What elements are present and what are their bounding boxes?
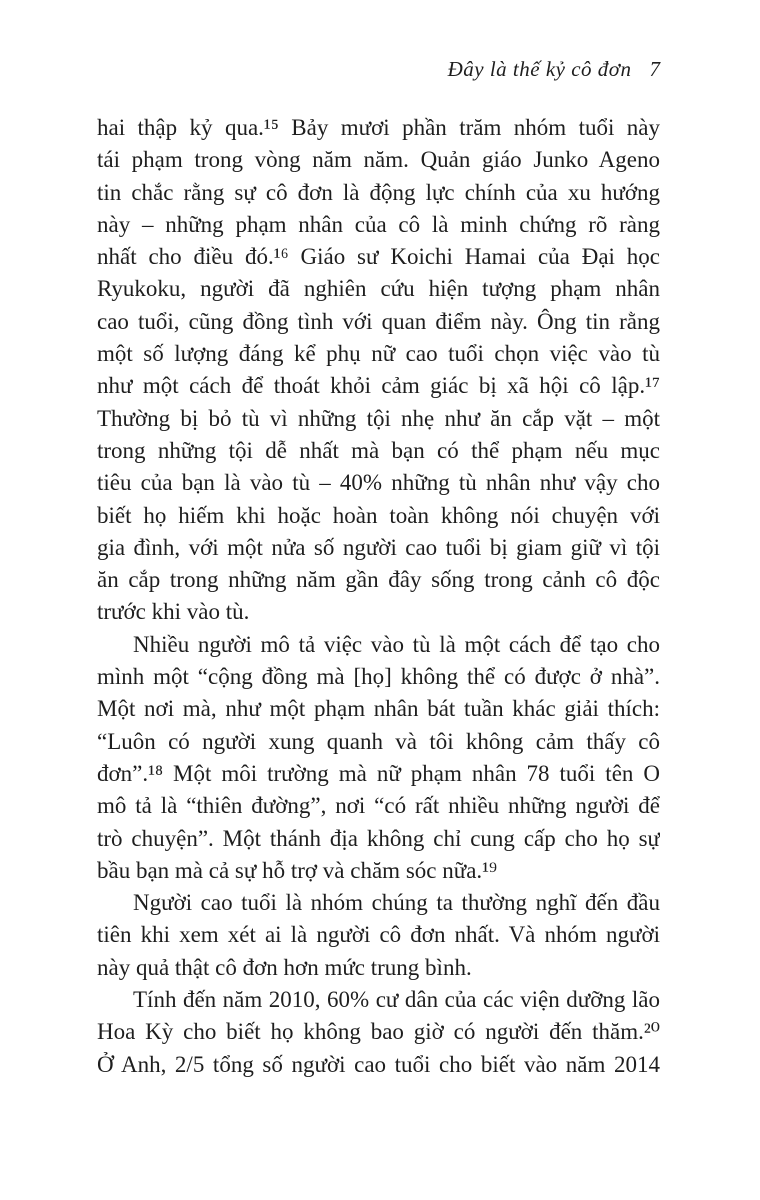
text-line: bầu bạn mà cả sự hỗ trợ và chăm sóc nữa.¹⁹ — [97, 857, 498, 883]
text-line: Hoa Kỳ cho biết họ không bao giờ có người đến thăm.²⁰ — [97, 1019, 660, 1045]
page-number: 7 — [649, 57, 660, 81]
text-line: tiêu của bạn là vào tù – 40% những tù nhân như vậy cho — [97, 470, 660, 496]
text-line: trò chuyện”. Một thánh địa không chỉ cung cấp cho họ sự — [97, 825, 660, 851]
text-line: tiên khi xem xét ai là người cô đơn nhất. Và nhóm người — [97, 922, 660, 948]
text-line: trong những tội dễ nhất mà bạn có thể phạm nếu mục — [97, 437, 660, 463]
text-line: biết họ hiếm khi hoặc hoàn toàn không nói chuyện với — [97, 502, 660, 528]
text-line: Một nơi mà, như một phạm nhân bát tuần khác giải thích: — [97, 696, 660, 722]
text-line: nhất cho điều đó.¹⁶ Giáo sư Koichi Hamai của Đại học — [97, 244, 660, 270]
text-line: tin chắc rằng sự cô đơn là động lực chính của xu hướng — [97, 179, 660, 205]
text-line: cao tuổi, cũng đồng tình với quan điểm này. Ông tin rằng — [97, 308, 660, 334]
text-line: như một cách để thoát khỏi cảm giác bị xã hội cô lập.¹⁷ — [97, 373, 660, 399]
text-line: hai thập kỷ qua.¹⁵ Bảy mươi phần trăm nhóm tuổi này — [97, 115, 660, 140]
text-line: ăn cắp trong những năm gần đây sống trong cảnh cô độc — [97, 567, 660, 593]
text-line: Người cao tuổi là nhóm chúng ta thường nghĩ đến đầu — [133, 890, 660, 916]
paragraph — [97, 984, 660, 1081]
running-header — [97, 57, 660, 81]
body-text — [97, 112, 660, 1081]
text-line: Thường bị bỏ tù vì những tội nhẹ như ăn cắp vặt – một — [97, 405, 660, 431]
paragraph — [97, 629, 660, 887]
running-title: Đây là thế kỷ cô đơn — [447, 57, 632, 81]
paragraph — [97, 887, 660, 984]
text-line: một số lượng đáng kể phụ nữ cao tuổi chọn việc vào tù — [97, 341, 660, 367]
text-line: mình một “cộng đồng mà [họ] không thể có được ở nhà”. — [97, 664, 660, 690]
text-line: này quả thật cô đơn hơn mức trung bình. — [97, 954, 472, 980]
text-line: tái phạm trong vòng năm năm. Quản giáo Junko Ageno — [97, 147, 660, 173]
text-line: đơn”.¹⁸ Một môi trường mà nữ phạm nhân 78 tuổi tên O — [97, 760, 660, 786]
text-line: “Luôn có người xung quanh và tôi không cảm thấy cô — [97, 728, 660, 754]
text-line: Tính đến năm 2010, 60% cư dân của các viện dưỡng lão — [133, 987, 660, 1013]
paragraph — [97, 112, 660, 629]
text-line: Ryukoku, người đã nghiên cứu hiện tượng phạm nhân — [97, 276, 660, 302]
text-line: Nhiều người mô tả việc vào tù là một cách để tạo cho — [133, 631, 660, 657]
text-line: này – những phạm nhân của cô là minh chứng rõ ràng — [97, 211, 660, 237]
text-line: trước khi vào tù. — [97, 599, 250, 625]
text-line: gia đình, với một nửa số người cao tuổi bị giam giữ vì tội — [97, 534, 660, 560]
text-line: Ở Anh, 2/5 tổng số người cao tuổi cho biết vào năm 2014 — [97, 1051, 660, 1077]
text-line: mô tả là “thiên đường”, nơi “có rất nhiều những người để — [97, 793, 660, 819]
